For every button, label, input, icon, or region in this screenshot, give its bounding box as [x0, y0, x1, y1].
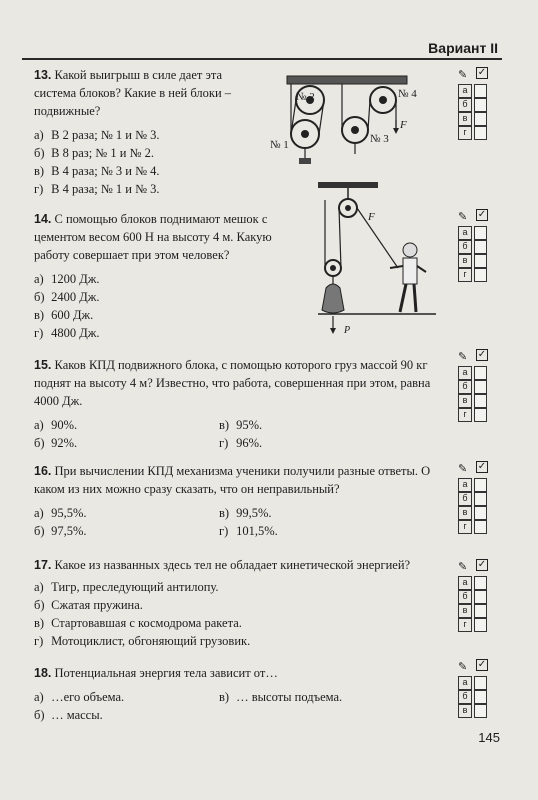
- answer-box[interactable]: [474, 676, 487, 690]
- answer-box[interactable]: [474, 506, 487, 520]
- answer-box[interactable]: [474, 84, 487, 98]
- answer-box[interactable]: [474, 226, 487, 240]
- pen-icon: ✎: [458, 561, 468, 573]
- answer-box[interactable]: [474, 604, 487, 618]
- answer-box[interactable]: [474, 690, 487, 704]
- question-stem: 15. Каков КПД подвижного блока, с помощью которого груз массой 90 кг поднят на высоту 4 м? Известно, что работа, совершенная при этом, равна 4000 Дж.: [34, 358, 431, 408]
- question-13: [34, 66, 264, 198]
- option: г) В 4 раза; № 1 и № 3.: [34, 182, 160, 196]
- checkbox-icon: ✓: [477, 659, 487, 670]
- option: в) 600 Дж.: [34, 308, 94, 322]
- question-stem: 17. Какое из названных здесь тел не обладает кинетической энергией?: [34, 558, 411, 572]
- question-14: [34, 210, 302, 342]
- answer-box[interactable]: [474, 520, 487, 534]
- question-stem: 18. Потенциальная энергия тела зависит от…: [34, 666, 278, 680]
- option: б) 92%.: [34, 436, 78, 450]
- answer-grid-18: ✎ ✓ а б в: [458, 660, 492, 718]
- weight-label-p: P: [344, 325, 351, 336]
- lifting-figure: [318, 180, 438, 340]
- answer-box[interactable]: [474, 394, 487, 408]
- option: в) 99,5%.: [219, 506, 272, 520]
- answer-box[interactable]: [474, 590, 487, 604]
- option: а) В 2 раза; № 1 и № 3.: [34, 128, 160, 142]
- option: г) 96%.: [219, 436, 263, 450]
- option: в) Стартовавшая с космодрома ракета.: [34, 616, 242, 630]
- pen-icon: ✎: [458, 211, 468, 223]
- question-17: [34, 556, 444, 650]
- option: б) 2400 Дж.: [34, 290, 100, 304]
- option: б) … массы.: [34, 708, 103, 722]
- checkbox-icon: ✓: [477, 67, 487, 78]
- option: г) 4800 Дж.: [34, 326, 100, 340]
- option: а) Тигр, преследующий антилопу.: [34, 580, 219, 594]
- force-label-f: F: [400, 119, 407, 131]
- pen-icon: ✎: [458, 661, 468, 673]
- question-stem: 13. Какой выигрыш в силе дает эта система блоков? Какие в ней блоки – подвижные?: [34, 68, 232, 118]
- variant-header: Вариант II: [428, 40, 498, 56]
- option: б) 97,5%.: [34, 524, 87, 538]
- answer-grid-17: ✎ ✓ а б в г: [458, 560, 492, 632]
- pulley-label-2: № 2: [296, 91, 315, 103]
- answer-grid-14: ✎ ✓ а б в г: [458, 210, 492, 282]
- force-label-f-14: F: [368, 211, 375, 223]
- answer-box[interactable]: [474, 478, 487, 492]
- answer-box[interactable]: [474, 492, 487, 506]
- answer-grid-16: ✎ ✓ а б в г: [458, 462, 492, 534]
- question-stem: 14. С помощью блоков поднимают мешок с цементом весом 600 Н на высоту 4 м. Какую работу совершает при этом человек?: [34, 212, 272, 262]
- header-rule: [22, 58, 502, 60]
- answer-box[interactable]: [474, 366, 487, 380]
- pulley-label-3: № 3: [370, 133, 389, 145]
- option: а) …его объема.: [34, 690, 125, 704]
- answer-box[interactable]: [474, 618, 487, 632]
- answer-box[interactable]: [474, 704, 487, 718]
- answer-box[interactable]: [474, 240, 487, 254]
- question-stem: 16. При вычислении КПД механизма ученики получили разные ответы. О каком из них можно сразу сказать, что он неправильный?: [34, 464, 431, 496]
- pulley-label-4: № 4: [398, 88, 417, 100]
- pen-icon: ✎: [458, 351, 468, 363]
- pen-icon: ✎: [458, 463, 468, 475]
- option: а) 1200 Дж.: [34, 272, 100, 286]
- checkbox-icon: ✓: [477, 559, 487, 570]
- answer-box[interactable]: [474, 126, 487, 140]
- pen-icon: ✎: [458, 69, 468, 81]
- checkbox-icon: ✓: [477, 209, 487, 220]
- option: г) 101,5%.: [219, 524, 278, 538]
- option: в) 95%.: [219, 418, 263, 432]
- answer-box[interactable]: [474, 254, 487, 268]
- answer-box[interactable]: [474, 98, 487, 112]
- option: г) Мотоциклист, обгоняющий грузовик.: [34, 634, 251, 648]
- question-18: [34, 664, 444, 724]
- option: б) Сжатая пружина.: [34, 598, 143, 612]
- checkbox-icon: ✓: [477, 461, 487, 472]
- answer-box[interactable]: [474, 380, 487, 394]
- pulley-label-1: № 1: [270, 139, 289, 151]
- question-15: [34, 356, 444, 452]
- answer-box[interactable]: [474, 576, 487, 590]
- answer-grid-15: ✎ ✓ а б в г: [458, 350, 492, 422]
- option: а) 90%.: [34, 418, 78, 432]
- option: в) … высоты подъема.: [219, 690, 343, 704]
- answer-box[interactable]: [474, 408, 487, 422]
- option: б) В 8 раз; № 1 и № 2.: [34, 146, 154, 160]
- answer-box[interactable]: [474, 112, 487, 126]
- page-number: 145: [478, 730, 500, 745]
- question-16: [34, 462, 444, 540]
- answer-grid-13: ✎ ✓ а б в г: [458, 68, 492, 140]
- option: а) 95,5%.: [34, 506, 87, 520]
- option: в) В 4 раза; № 3 и № 4.: [34, 164, 160, 178]
- answer-box[interactable]: [474, 268, 487, 282]
- checkbox-icon: ✓: [477, 349, 487, 360]
